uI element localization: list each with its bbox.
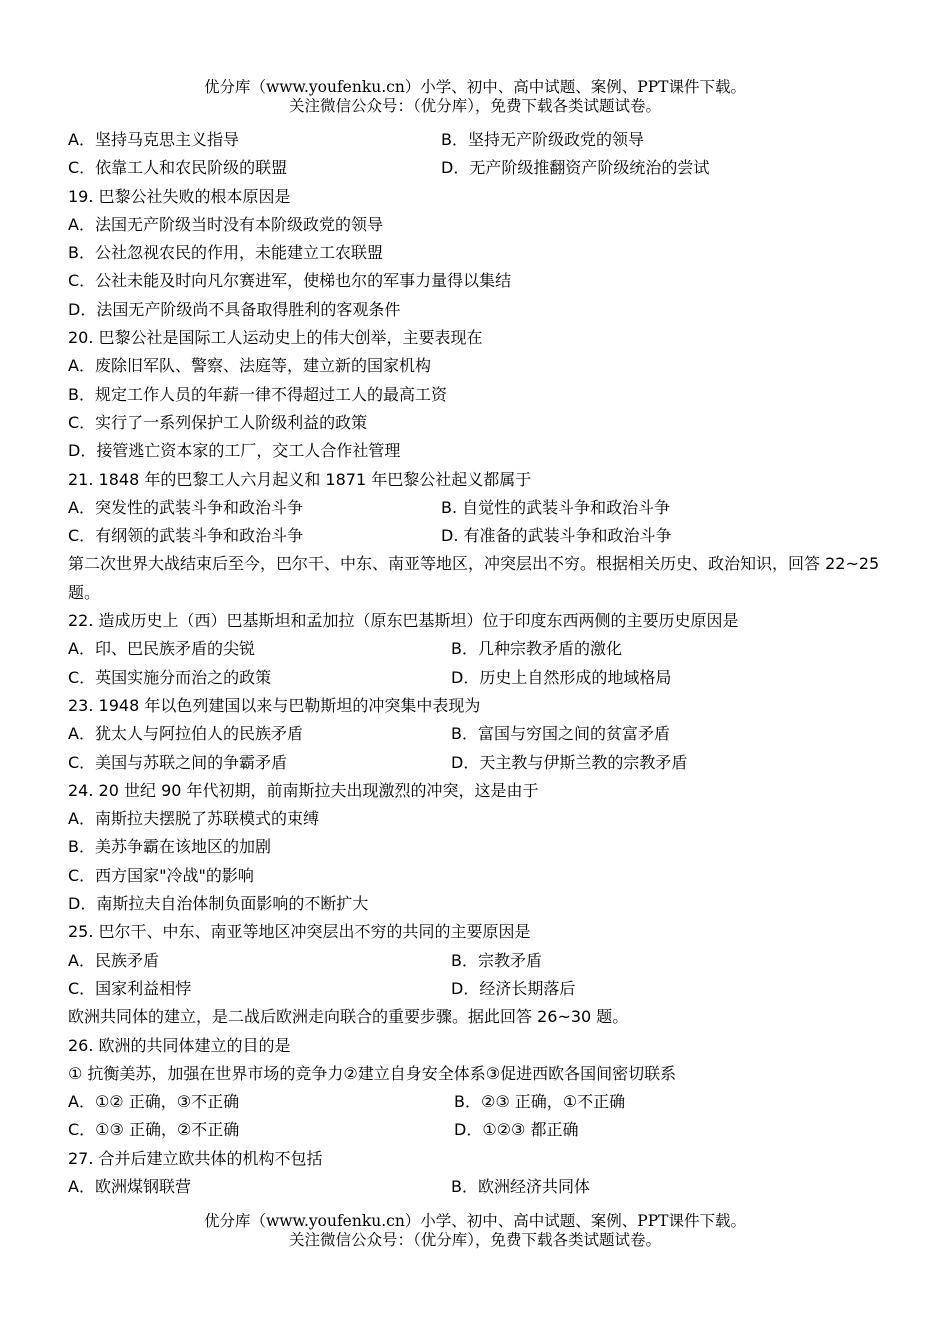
q23-option-c: C．美国与苏联之间的争霸矛盾 <box>68 752 288 772</box>
q24-option-d: D．南斯拉夫自治体制负面影响的不断扩大 <box>68 894 369 914</box>
q24-option-c: C．西方国家"冷战"的影响 <box>68 865 254 885</box>
header-line-1: 优分库（www.youfenku.cn）小学、初中、高中试题、案例、PPT课件下载。 <box>203 78 747 96</box>
q25-stem: 25. 巴尔干、中东、南亚等地区冲突层出不穷的共同的主要原因是 <box>68 922 531 942</box>
q22-options-row-2 <box>68 664 888 692</box>
q21-option-d: D. 有准备的武装斗争和政治斗争 <box>441 526 672 546</box>
q18-options-row-2 <box>68 154 888 182</box>
q25-option-d: D．经济长期落后 <box>451 978 576 998</box>
q26-option-a: A．①② 正确，③不正确 <box>68 1092 240 1112</box>
q24-stem: 24. 20 世纪 90 年代初期，前南斯拉夫出现激烈的冲突，这是由于 <box>68 780 539 800</box>
q19-option-c: C．公社未能及时向凡尔赛进军，使梯也尔的军事力量得以集结 <box>68 271 512 291</box>
q22-option-b: B．几种宗教矛盾的激化 <box>451 639 622 659</box>
q22-option-d: D．历史上自然形成的地域格局 <box>451 667 672 687</box>
q23-stem: 23. 1948 年以色列建国以来与巴勒斯坦的冲突集中表现为 <box>68 695 481 715</box>
q26-option-b: B．②③ 正确，①不正确 <box>454 1092 626 1112</box>
q27-option-a: A．欧洲煤钢联营 <box>68 1176 191 1196</box>
q21-stem: 21. 1848 年的巴黎工人六月起义和 1871 年巴黎公社起义都属于 <box>68 469 532 489</box>
q20-option-b: B．规定工作人员的年薪一律不得超过工人的最高工资 <box>68 384 447 404</box>
q25-options-row-1 <box>68 947 888 975</box>
page-header <box>0 78 950 116</box>
footer-line-1: 优分库（www.youfenku.cn）小学、初中、高中试题、案例、PPT课件下载。 <box>203 1212 747 1230</box>
q27-option-b: B．欧洲经济共同体 <box>451 1176 590 1196</box>
q22-options-row-1 <box>68 635 888 663</box>
q18-option-b: B．坚持无产阶级政党的领导 <box>441 130 644 149</box>
q19-option-d: D．法国无产阶级尚不具备取得胜利的客观条件 <box>68 299 401 319</box>
q26-stem: 26. 欧洲的共同体建立的目的是 <box>68 1035 291 1055</box>
q24-option-a: A．南斯拉夫摆脱了苏联模式的束缚 <box>68 809 319 829</box>
q23-options-row-1 <box>68 720 888 748</box>
q21-options-row-1 <box>68 494 888 522</box>
q20-option-d: D．接管逃亡资本家的工厂，交工人合作社管理 <box>68 441 401 461</box>
q23-options-row-2 <box>68 749 888 777</box>
q20-option-a: A．废除旧军队、警察、法庭等，建立新的国家机构 <box>68 356 431 376</box>
q23-option-b: B．富国与穷国之间的贫富矛盾 <box>451 724 670 744</box>
intro-22-25: 第二次世界大战结束后至今，巴尔干、中东、南亚等地区，冲突层出不穷。根据相关历史、政治知识，回答 22~25 题。 <box>68 554 880 602</box>
q26-items: ① 抗衡美苏，加强在世界市场的竞争力②建立自身安全体系③促进西欧各国间密切联系 <box>68 1063 677 1083</box>
q24-option-b: B．美苏争霸在该地区的加剧 <box>68 837 271 857</box>
q20-stem: 20. 巴黎公社是国际工人运动史上的伟大创举，主要表现在 <box>68 328 483 348</box>
q19-option-a: A．法国无产阶级当时没有本阶级政党的领导 <box>68 214 383 234</box>
q21-option-a: A．突发性的武装斗争和政治斗争 <box>68 497 303 517</box>
q26-option-d: D．①②③ 都正确 <box>454 1120 579 1140</box>
exam-content <box>68 126 888 1201</box>
q26-options-row-2 <box>68 1116 888 1144</box>
q25-options-row-2 <box>68 975 888 1003</box>
header-line-2: 关注微信公众号：（优分库），免费下载各类试题试卷。 <box>288 97 661 115</box>
q23-option-d: D．天主教与伊斯兰教的宗教矛盾 <box>451 752 688 772</box>
q20-option-c: C．实行了一系列保护工人阶级利益的政策 <box>68 412 368 432</box>
q22-option-a: A．印、巴民族矛盾的尖锐 <box>68 639 255 659</box>
q22-stem: 22. 造成历史上（西）巴基斯坦和孟加拉（原东巴基斯坦）位于印度东西两侧的主要历史原因是 <box>68 611 739 631</box>
q23-option-a: A．犹太人与阿拉伯人的民族矛盾 <box>68 724 303 744</box>
q21-option-b: B. 自觉性的武装斗争和政治斗争 <box>441 497 671 517</box>
q27-stem: 27. 合并后建立欧共体的机构不包括 <box>68 1148 323 1168</box>
q18-option-c: C．依靠工人和农民阶级的联盟 <box>68 158 288 178</box>
page-footer <box>0 1212 950 1250</box>
q18-option-d: D．无产阶级推翻资产阶级统治的尝试 <box>441 158 710 178</box>
q21-options-row-2 <box>68 522 888 550</box>
q19-option-b: B．公社忽视农民的作用，未能建立工农联盟 <box>68 243 383 263</box>
q25-option-a: A．民族矛盾 <box>68 950 159 970</box>
footer-line-2: 关注微信公众号：（优分库），免费下载各类试题试卷。 <box>288 1231 661 1249</box>
q21-option-c: C．有纲领的武装斗争和政治斗争 <box>68 526 304 546</box>
q25-option-c: C．国家利益相悖 <box>68 978 192 998</box>
q22-option-c: C．英国实施分而治之的政策 <box>68 667 272 687</box>
q26-options-row-1 <box>68 1088 888 1116</box>
q18-options-row-1 <box>68 126 888 154</box>
intro-26-30: 欧洲共同体的建立，是二战后欧洲走向联合的重要步骤。据此回答 26~30 题。 <box>68 1007 629 1027</box>
q19-stem: 19. 巴黎公社失败的根本原因是 <box>68 186 291 206</box>
q25-option-b: B．宗教矛盾 <box>451 950 542 970</box>
q26-option-c: C．①③ 正确，②不正确 <box>68 1120 240 1140</box>
q27-options-row-1 <box>68 1173 888 1201</box>
q18-option-a: A．坚持马克思主义指导 <box>68 130 239 149</box>
